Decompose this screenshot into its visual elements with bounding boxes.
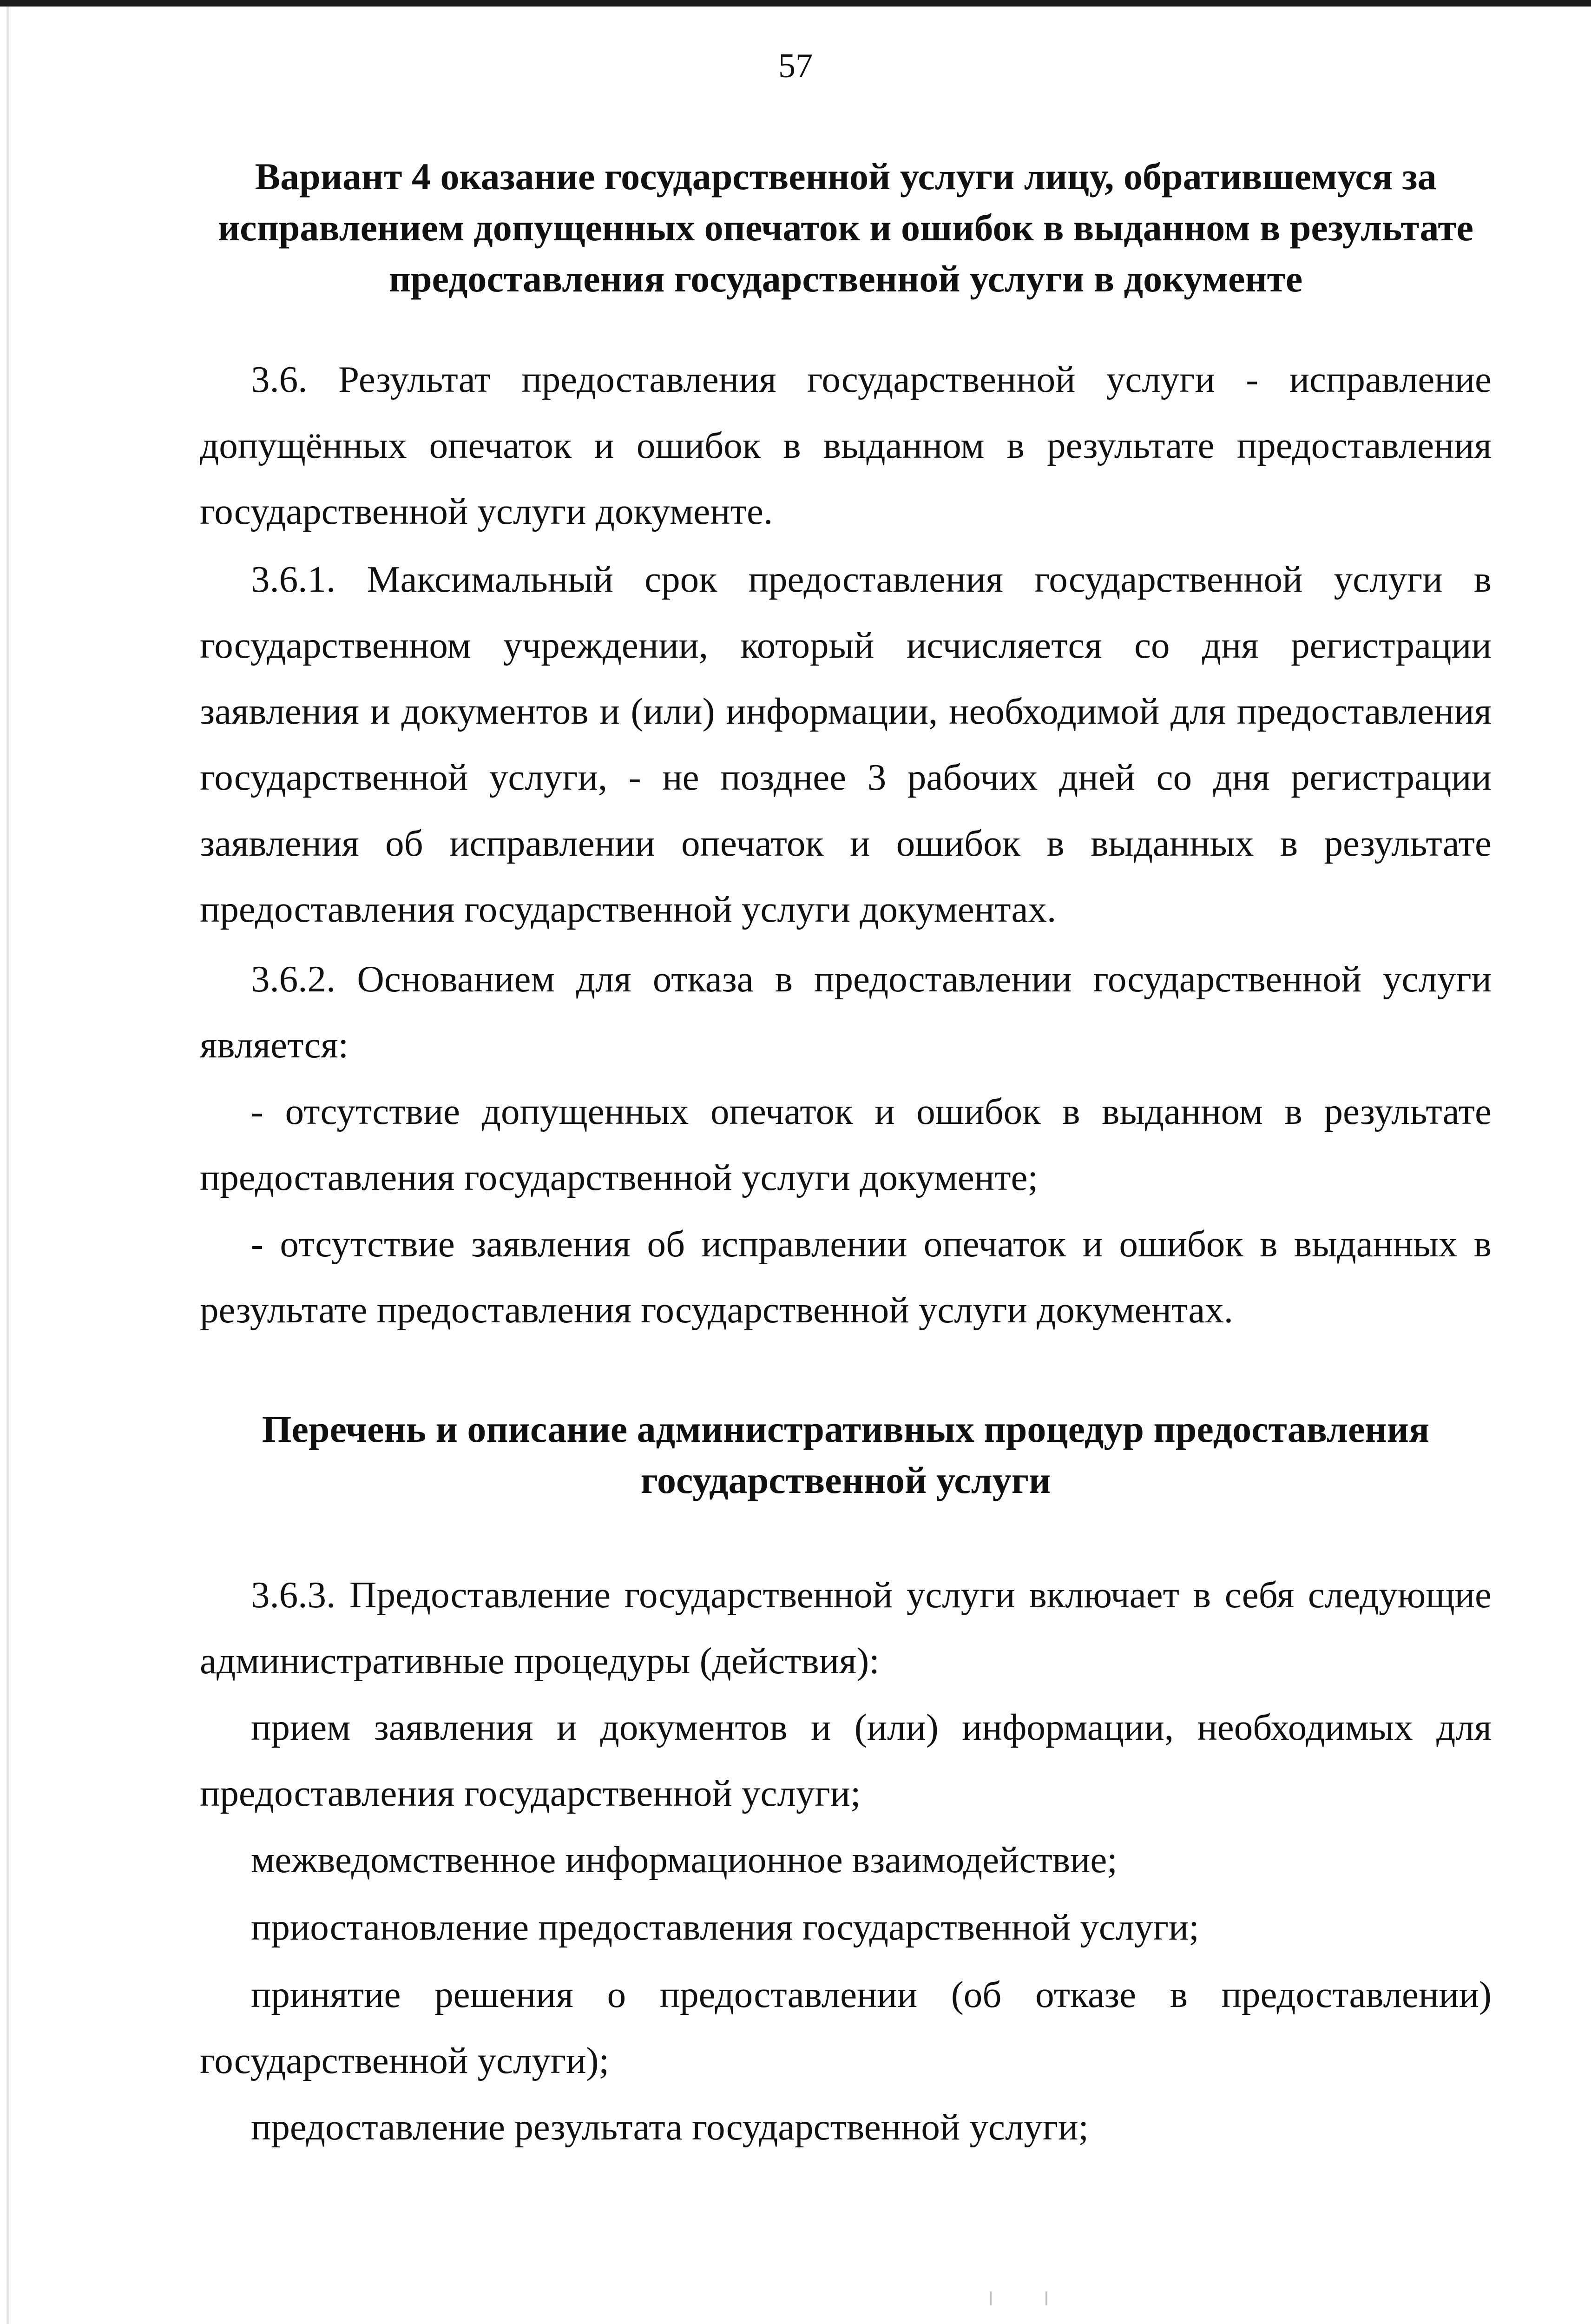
procedure-item: прием заявления и документов и (или) информации, необходимых для предоставления государственной услуги; [200, 1706, 1492, 1814]
scan-artifact [990, 2291, 992, 2305]
variant-heading-line-3: предоставления государственной услуги в документе [388, 257, 1303, 300]
page-top-border [0, 0, 1591, 7]
paragraph-3-6-1: 3.6.1. Максимальный срок предоставления государственной услуги в государственном учреждении, который исчисляется со дня регистрации заявления и документов и (или) информации, необходимой для предоставления государственной услуги, - не позднее 3 рабочих дней со дня регистрации заявления об исправлении опечаток и ошибок в выданных в результате предоставления государственной услуги документах. [200, 558, 1492, 930]
variant-heading [200, 151, 1492, 304]
procedure-item: приостановление предоставления государственной услуги; [251, 1906, 1199, 1948]
procedures-heading-line-2: государственной услуги [640, 1459, 1051, 1501]
page-left-edge [7, 7, 9, 2324]
procedures-heading [200, 1404, 1492, 1506]
procedures-heading-line-1: Перечень и описание административных процедур предоставления [262, 1408, 1430, 1450]
procedure-item: принятие решения о предоставлении (об отказе в предоставлении) государственной услуги); [200, 1974, 1492, 2081]
refusal-ground-1: - отсутствие допущенных опечаток и ошибок в выданном в результате предоставления государственной услуги документе; [200, 1090, 1492, 1198]
procedure-item: межведомственное информационное взаимодействие; [251, 1839, 1118, 1881]
variant-heading-line-1: Вариант 4 оказание государственной услуги лицу, обратившемуся за [255, 155, 1437, 198]
procedure-item: предоставление результата государственной услуги; [251, 2106, 1089, 2148]
paragraph-3-6-2: 3.6.2. Основанием для отказа в предоставлении государственной услуги является: [200, 958, 1492, 1066]
paragraph-3-6-3: 3.6.3. Предоставление государственной услуги включает в себя следующие административные процедуры (действия): [200, 1574, 1492, 1682]
paragraph-3-6: 3.6. Результат предоставления государственной услуги - исправление допущённых опечаток и ошибок в выданном в результате предоставления государственной услуги документе. [200, 358, 1492, 532]
variant-heading-line-2: исправлением допущенных опечаток и ошибок в выданном в результате [217, 206, 1474, 249]
page-number: 57 [778, 47, 813, 85]
scan-artifact [1045, 2291, 1047, 2305]
refusal-ground-2: - отсутствие заявления об исправлении опечаток и ошибок в выданных в результате предоставления государственной услуги документах. [200, 1223, 1492, 1331]
